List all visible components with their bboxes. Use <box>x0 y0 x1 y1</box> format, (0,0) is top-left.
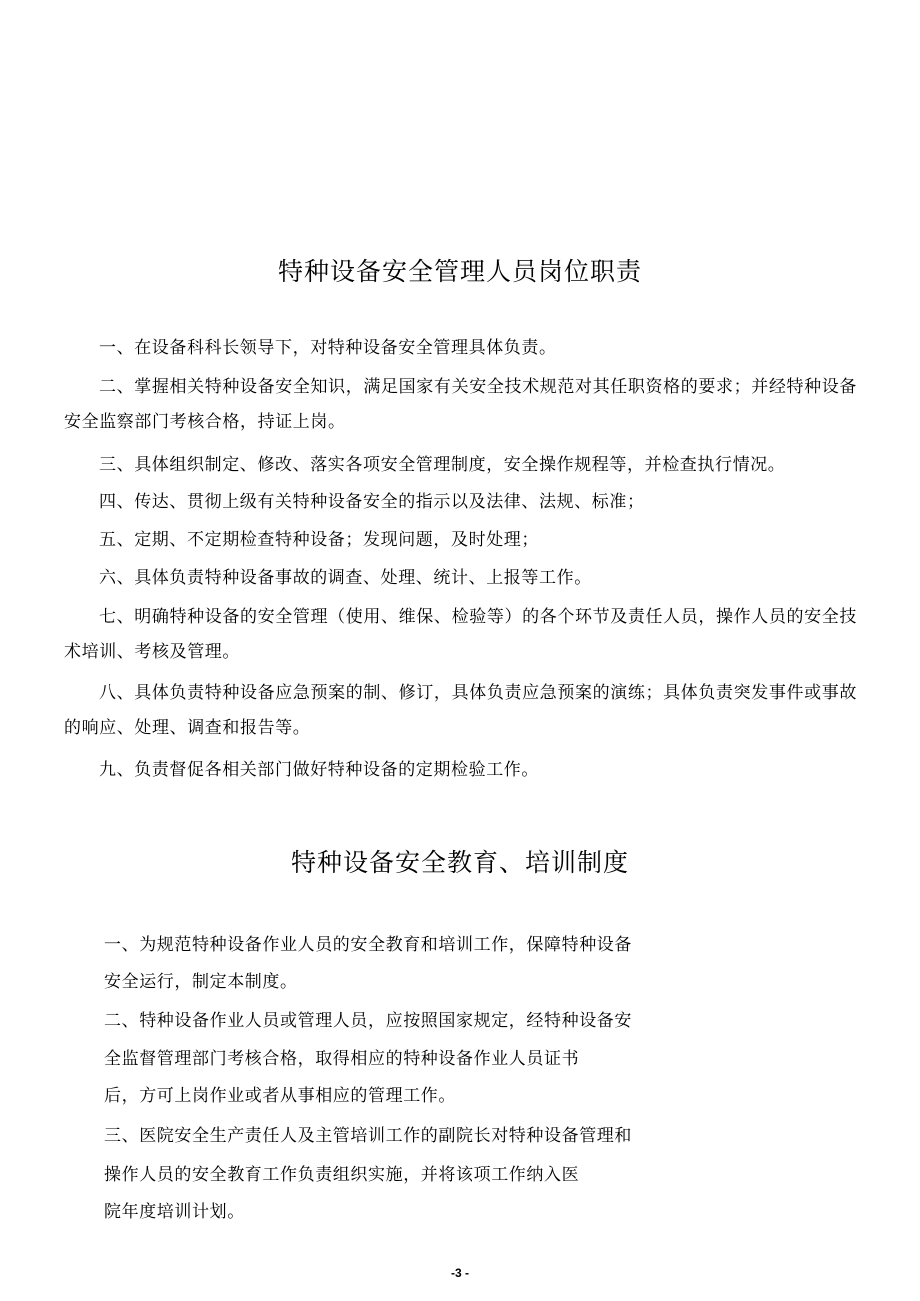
training-line-7: 操作人员的安全教育工作负责组织实施，并将该项工作纳入医 <box>104 1165 580 1185</box>
duty-item-9: 九、负责督促各相关部门做好特种设备的定期检验工作。 <box>99 760 539 780</box>
section1-title: 特种设备安全管理人员岗位职责 <box>277 257 642 286</box>
training-line-5: 后，方可上岗作业或者从事相应的管理工作。 <box>104 1086 456 1106</box>
training-line-4: 全监督管理部门考核合格，取得相应的特种设备作业人员证书 <box>104 1049 580 1069</box>
training-line-1: 一、为规范特种设备作业人员的安全教育和培训工作，保障特种设备 <box>104 935 632 955</box>
training-line-8: 院年度培训计划。 <box>104 1202 245 1222</box>
training-line-2: 安全运行，制定本制度。 <box>104 972 298 992</box>
training-line-3: 二、特种设备作业人员或管理人员，应按照国家规定，经特种设备安 <box>104 1011 632 1031</box>
section2-title: 特种设备安全教育、培训制度 <box>290 848 629 877</box>
duty-item-3: 三、具体组织制定、修改、落实各项安全管理制度，安全操作规程等，并检查执行情况。 <box>99 455 786 475</box>
duty-item-1: 一、在设备科科长领导下，对特种设备安全管理具体负责。 <box>99 338 557 358</box>
duty-item-2: 二、掌握相关特种设备安全知识，满足国家有关安全技术规范对其任职资格的要求；并经特种设备安全监察部门考核合格，持证上岗。 <box>64 377 857 432</box>
duty-item-7: 七、明确特种设备的安全管理（使用、维保、检验等）的各个环节及责任人员，操作人员的安全技术培训、考核及管理。 <box>64 607 857 662</box>
training-line-6: 三、医院安全生产责任人及主管培训工作的副院长对特种设备管理和 <box>104 1126 632 1146</box>
duty-item-6: 六、具体负责特种设备事故的调查、处理、统计、上报等工作。 <box>99 568 592 588</box>
duty-item-4: 四、传达、贯彻上级有关特种设备安全的指示以及法律、法规、标准； <box>99 492 645 512</box>
page-number: -3 - <box>451 1266 469 1280</box>
duty-item-5: 五、定期、不定期检查特种设备；发现问题，及时处理； <box>99 530 539 550</box>
duty-item-8: 八、具体负责特种设备应急预案的制、修订，具体负责应急预案的演练；具体负责突发事件或事故的响应、处理、调查和报告等。 <box>64 683 857 738</box>
